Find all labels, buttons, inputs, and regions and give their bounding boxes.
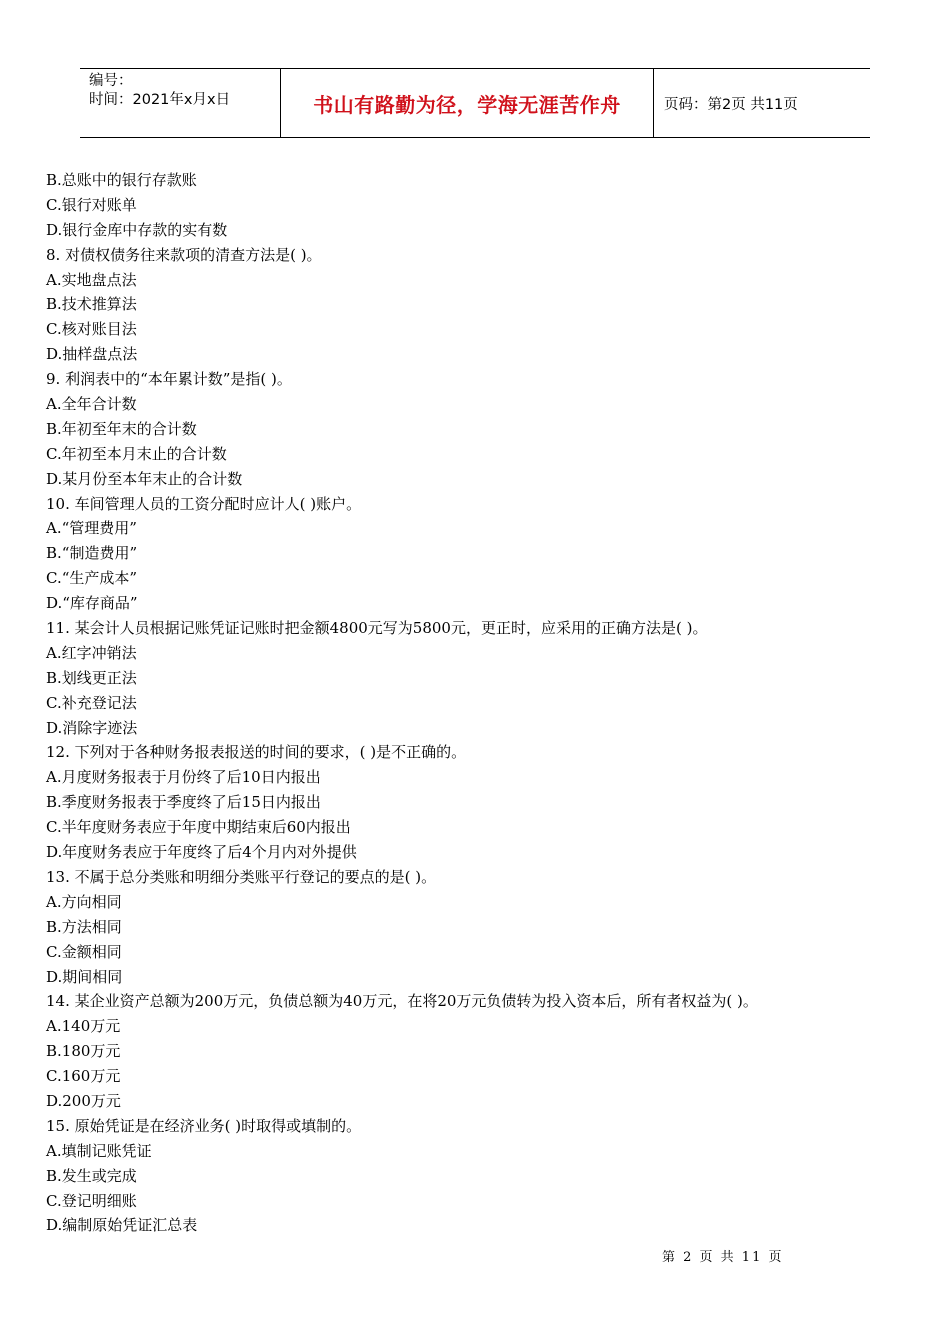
text-line: 13. 不属于总分类账和明细分类账平行登记的要点的是( )。 (46, 867, 437, 886)
text-line: 14. 某企业资产总额为200万元，负债总额为40万元，在将20万元负债转为投入资本后，所有者权益为( )。 (46, 992, 758, 1011)
text-line: A.实地盘点法 (46, 270, 137, 289)
text-line: A.“管理费用” (46, 519, 137, 538)
text-line: B.“制造费用” (46, 544, 138, 563)
text-line: B.季度财务报表于季度终了后15日内报出 (46, 793, 321, 812)
text-line: C.年初至本月末止的合计数 (46, 444, 227, 463)
text-line: B.方法相同 (46, 917, 122, 936)
text-line: C.核对账目法 (46, 320, 137, 339)
text-line: A.填制记账凭证 (46, 1141, 152, 1160)
text-line: D.200万元 (46, 1091, 121, 1110)
text-line: D.编制原始凭证汇总表 (46, 1216, 198, 1235)
page-label: 页码：第2页 共11页 (664, 96, 798, 113)
text-line: A.方向相同 (46, 892, 122, 911)
text-line: 12. 下列对于各种财务报表报送的时间的要求，( )是不正确的。 (46, 743, 467, 762)
text-line: C.登记明细账 (46, 1191, 137, 1210)
header-motto-cell (281, 69, 654, 137)
text-line: C.补充登记法 (46, 693, 137, 712)
text-line: D.“库存商品” (46, 594, 138, 613)
text-line: A.140万元 (46, 1017, 121, 1036)
text-line: B.划线更正法 (46, 668, 137, 687)
question-content (46, 168, 906, 1238)
text-line: D.消除字迹法 (46, 718, 138, 737)
text-line: D.银行金库中存款的实有数 (46, 220, 228, 239)
text-line: B.年初至年末的合计数 (46, 419, 197, 438)
text-line: D.年度财务表应于年度终了后4个月内对外提供 (46, 843, 357, 862)
page-footer: 第 2 页 共 11 页 (662, 1250, 784, 1265)
text-line: C.银行对账单 (46, 195, 137, 214)
text-line: D.抽样盘点法 (46, 345, 138, 364)
text-line: 9. 利润表中的“本年累计数”是指( )。 (46, 370, 292, 389)
text-line: A.全年合计数 (46, 395, 137, 414)
text-line: 11. 某会计人员根据记账凭证记账时把金额4800元写为5800元，更正时，应采用的正确方法是( )。 (46, 619, 708, 638)
text-line: 8. 对债权债务往来款项的清查方法是( )。 (46, 245, 322, 264)
header-page-cell (654, 69, 870, 137)
header-left-cell (80, 69, 281, 137)
text-line: B.技术推算法 (46, 295, 137, 314)
text-line: C.半年度财务表应于年度中期结束后60内报出 (46, 818, 351, 837)
text-line: A.红字冲销法 (46, 643, 137, 662)
text-line: A.月度财务报表于月份终了后10日内报出 (46, 768, 321, 787)
text-line: C.160万元 (46, 1067, 121, 1086)
time-label: 时间：2021年x月x日 (89, 92, 231, 108)
text-line: B.发生或完成 (46, 1166, 137, 1185)
text-line: B.总账中的银行存款账 (46, 171, 197, 189)
page-header (80, 68, 870, 138)
text-line: C.“生产成本” (46, 569, 138, 588)
text-line: D.某月份至本年末止的合计数 (46, 469, 243, 488)
motto-text: 书山有路勤为径，学海无涯苦作舟 (313, 92, 621, 117)
text-line: D.期间相同 (46, 967, 123, 986)
text-line: C.金额相同 (46, 942, 122, 961)
text-line: 10. 车间管理人员的工资分配时应计人( )账户。 (46, 494, 362, 513)
text-line: 15. 原始凭证是在经济业务( )时取得或填制的。 (46, 1116, 362, 1135)
text-line: B.180万元 (46, 1042, 121, 1061)
number-label: 编号： (89, 73, 133, 89)
